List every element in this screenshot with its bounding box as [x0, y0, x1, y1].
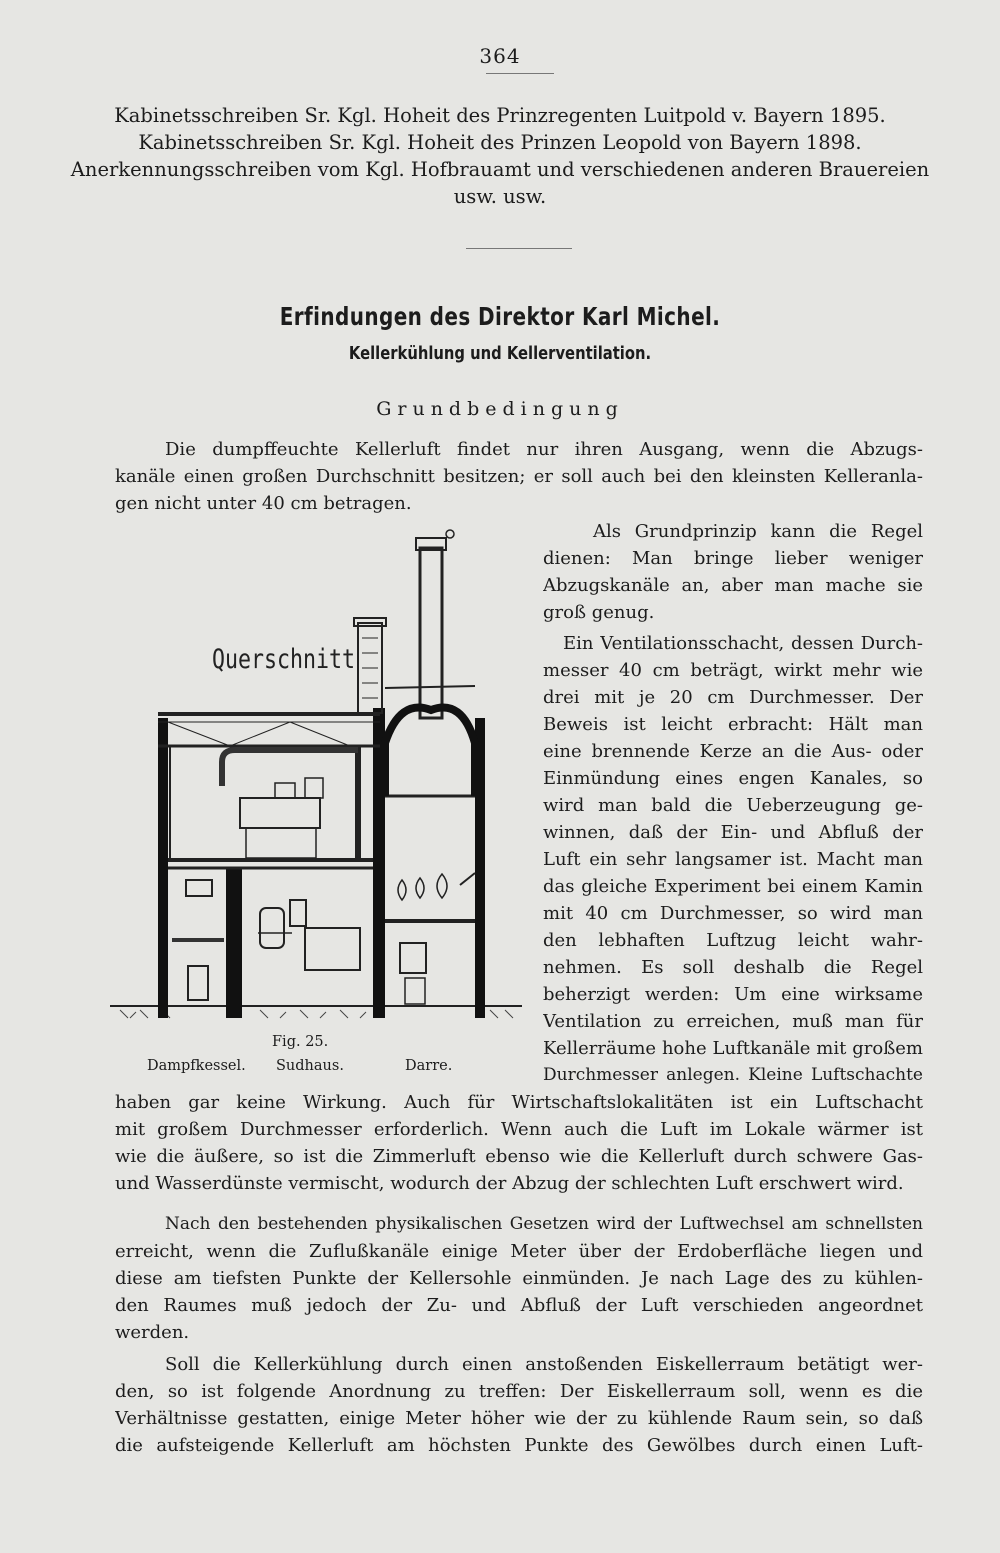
text-line: den, so ist folgende Anordnung zu treffen: Der Eiskellerraum soll, wenn es die [115, 1381, 923, 1402]
figure-title: Querschnitt [212, 644, 355, 675]
text-line: Einmündung eines engen Kanales, so [543, 768, 923, 789]
text-line: eine brennende Kerze an die Aus- oder [543, 741, 923, 762]
figure-cross-section [110, 528, 525, 1028]
text-line: Durchmesser anlegen. Kleine Luftschachte [543, 1065, 923, 1085]
section-separator [466, 248, 572, 249]
full-paragraph-2 [115, 1211, 923, 1346]
text-line: messer 40 cm beträgt, wirkt mehr wie [543, 660, 923, 681]
text-line: winnen, daß der Ein- und Abfluß der [543, 822, 923, 843]
text-line: Die dumpffeuchte Kellerluft findet nur ihren Ausgang, wenn die Abzugs- [165, 439, 923, 460]
text-line: Beweis ist leicht erbracht: Hält man [543, 714, 923, 735]
section-subtitle: Kellerkühlung und Kellerventilation. [348, 343, 652, 364]
text-line: Soll die Kellerkühlung durch einen anstoßenden Eiskellerraum betätigt wer- [165, 1354, 923, 1375]
text-line: Als Grundprinzip kann die Regel [593, 521, 923, 542]
text-line: beherzigt werden: Um eine wirksame [543, 984, 923, 1005]
text-line: den lebhaften Luftzug leicht wahr- [543, 930, 923, 951]
text-line: wie die äußere, so ist die Zimmerluft ebenso wie die Kellerluft durch schwere Gas- [115, 1146, 923, 1167]
text-line: Kellerräume hohe Luftkanäle mit großem [543, 1038, 923, 1059]
page-number-rule [486, 73, 554, 74]
text-line: kanäle einen großen Durchschnitt besitzen; er soll auch bei den kleinsten Kelleranla- [115, 466, 923, 487]
figure-label-sudhaus: Sudhaus. [276, 1058, 344, 1074]
text-line: Verhältnisse gestatten, einige Meter höher wie der zu kühlende Raum sein, so daß [115, 1408, 923, 1429]
section-heading: Grundbedingung [376, 398, 624, 420]
text-line: drei mit je 20 cm Durchmesser. Der [543, 687, 923, 708]
page-number: 364 [479, 44, 521, 68]
text-line: nehmen. Es soll deshalb die Regel [543, 957, 923, 978]
text-line: die aufsteigende Kellerluft am höchsten Punkte des Gewölbes durch einen Luft- [115, 1435, 923, 1456]
text-line: Luft ein sehr langsamer ist. Macht man [543, 849, 923, 870]
reference-line: Kabinetsschreiben Sr. Kgl. Hoheit des Prinzregenten Luitpold v. Bayern 1895. [114, 104, 886, 127]
text-line: mit 40 cm Durchmesser, so wird man [543, 903, 923, 924]
text-line: dienen: Man bringe lieber weniger [543, 548, 923, 569]
text-line: Nach den bestehenden physikalischen Gesetzen wird der Luftwechsel am schnellsten [165, 1214, 923, 1234]
text-line: diese am tiefsten Punkte der Kellersohle einmünden. Je nach Lage des zu kühlen- [115, 1268, 923, 1289]
figure-caption: Fig. 25. [272, 1034, 329, 1050]
text-line: werden. [115, 1322, 190, 1343]
side-paragraph-1 [543, 518, 923, 626]
text-line: groß genug. [543, 602, 655, 623]
figure-label-darre: Darre. [405, 1058, 453, 1074]
text-line: das gleiche Experiment bei einem Kamin [543, 876, 923, 897]
reference-line: Kabinetsschreiben Sr. Kgl. Hoheit des Prinzen Leopold von Bayern 1898. [138, 131, 862, 154]
text-line: haben gar keine Wirkung. Auch für Wirtschaftslokalitäten ist ein Luftschacht [115, 1092, 923, 1113]
intro-paragraph [115, 436, 923, 517]
text-line: den Raumes muß jedoch der Zu- und Abfluß der Luft verschieden angeordnet [115, 1295, 923, 1316]
text-line: gen nicht unter 40 cm betragen. [115, 493, 412, 514]
text-line: wird man bald die Ueberzeugung ge- [543, 795, 923, 816]
reference-line: usw. usw. [453, 185, 547, 208]
cross-section-drawing [110, 528, 525, 1028]
full-paragraph-3 [115, 1351, 923, 1459]
text-line: Abzugskanäle an, aber man mache sie [543, 575, 923, 596]
full-paragraph-1 [115, 1089, 923, 1197]
figure-label-dampfkessel: Dampfkessel. [147, 1058, 246, 1074]
reference-line: Anerkennungsschreiben vom Kgl. Hofbrauamt und verschiedenen anderen Brauereien [70, 158, 930, 181]
section-title: Erfindungen des Direktor Karl Michel. [279, 302, 721, 331]
text-line: erreicht, wenn die Zuflußkanäle einige Meter über der Erdoberfläche liegen und [115, 1241, 923, 1262]
side-paragraph-2 [543, 630, 923, 1089]
text-line: mit großem Durchmesser erforderlich. Wenn auch die Luft im Lokale wärmer ist [115, 1119, 923, 1140]
text-line: und Wasserdünste vermischt, wodurch der Abzug der schlechten Luft erschwert wird. [115, 1173, 904, 1194]
text-line: Ein Ventilationsschacht, dessen Durch- [563, 633, 923, 654]
text-line: Ventilation zu erreichen, muß man für [543, 1011, 923, 1032]
